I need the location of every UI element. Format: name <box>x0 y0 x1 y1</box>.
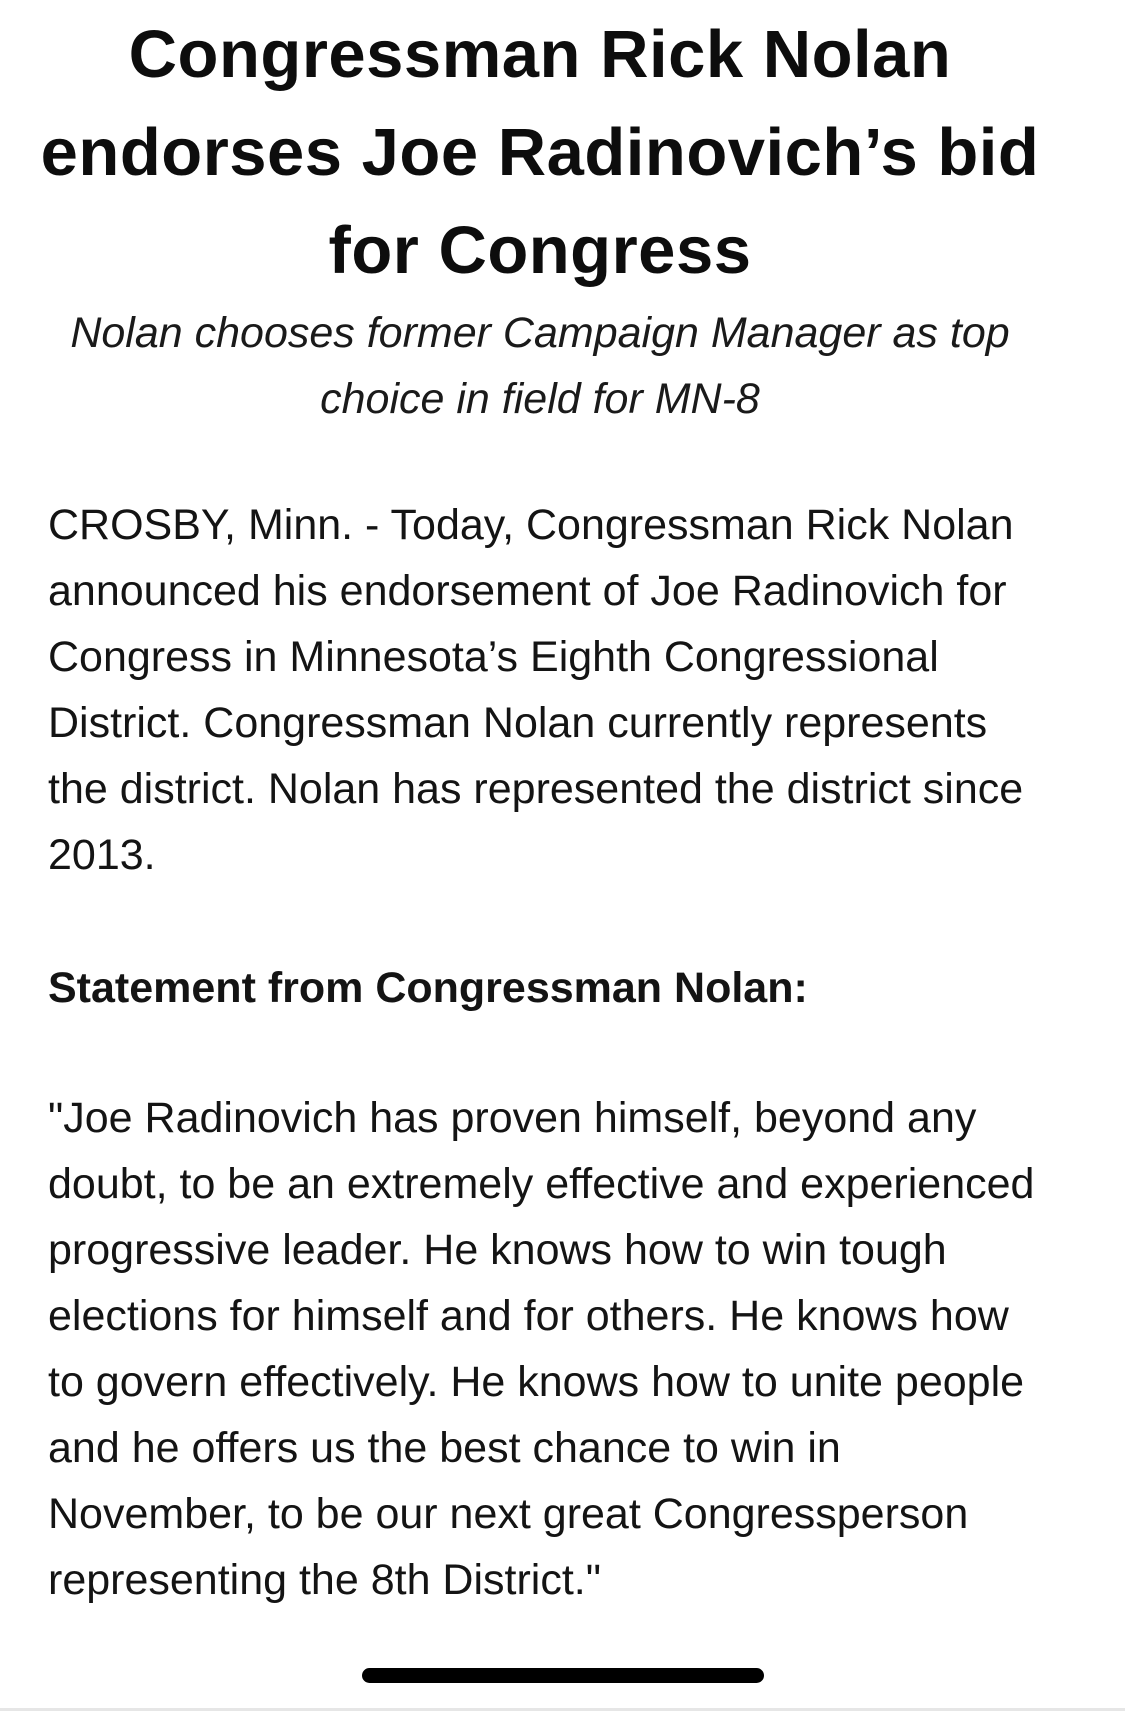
statement-heading: Statement from Congressman Nolan: <box>48 964 808 1012</box>
intro-paragraph: CROSBY, Minn. - Today, Congressman Rick Nolan announced his endorsement of Joe Radinovich for Congress in Minnesota’s Eighth Congressional District. Congressman Nolan currently represents the district. Nolan has represented the district since 2013. <box>48 501 1024 879</box>
article-headline: Congressman Rick Nolan endorses Joe Radinovich’s bid for Congress <box>40 17 1040 288</box>
article-subtitle: Nolan chooses former Campaign Manager as top choice in field for MN-8 <box>70 309 1010 423</box>
home-indicator-bar[interactable] <box>362 1668 764 1683</box>
statement-quote: "Joe Radinovich has proven himself, beyond any doubt, to be an extremely effective and experienced progressive leader. He knows how to win tough elections for himself and for others. He knows how to govern effectively. He knows how to unite people and he offers us the best chance to win in November, to be our next great Congressperson representing the 8th District." <box>48 1094 1035 1604</box>
